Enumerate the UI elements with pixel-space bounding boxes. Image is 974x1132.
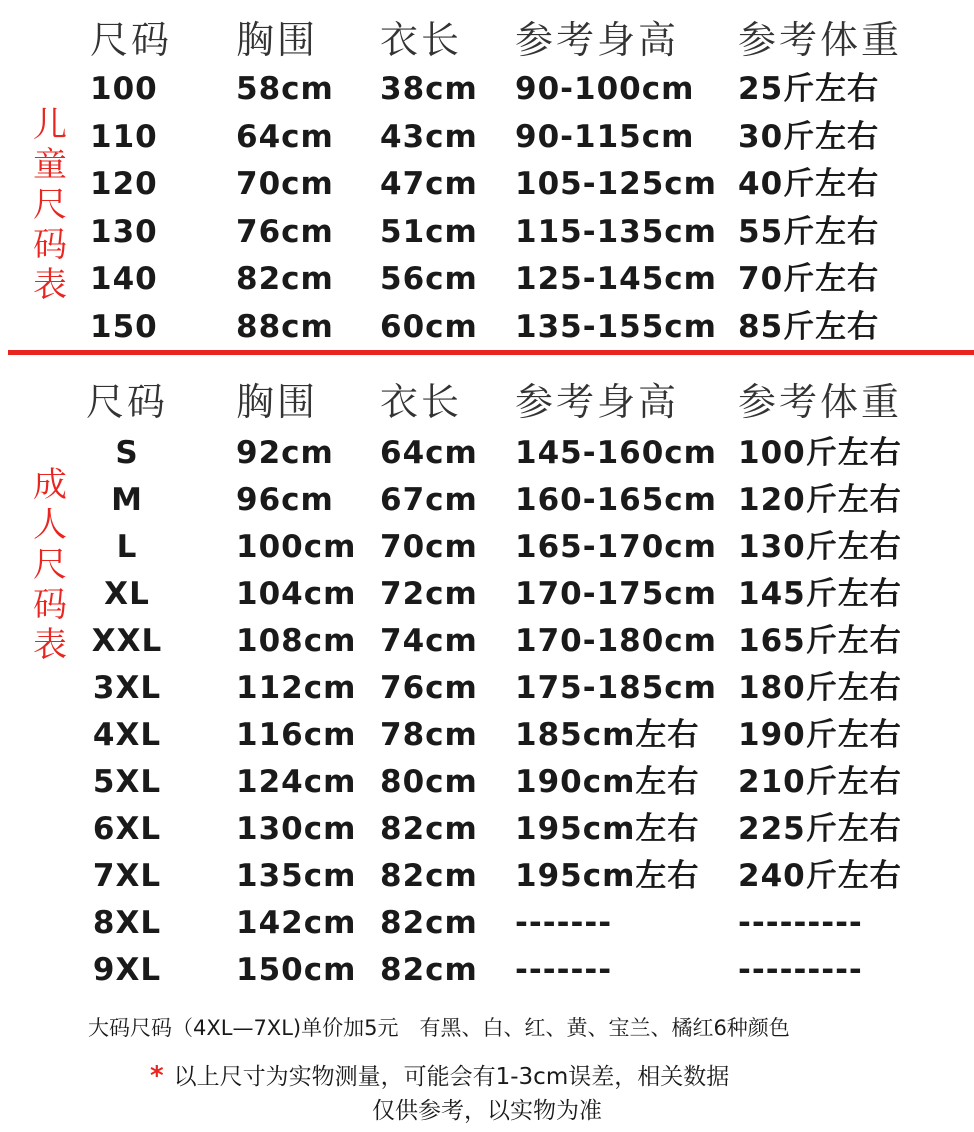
cell-length: 82cm (380, 811, 478, 847)
cell-chest: 112cm (236, 670, 357, 706)
cell-weight: 30斤左右 (738, 118, 880, 155)
cell-size: 140 (90, 261, 158, 297)
cell-size: 7XL (92, 858, 162, 894)
cell-height: 135-155cm (515, 308, 717, 345)
table-row (0, 947, 974, 993)
table-row (0, 430, 974, 476)
table-row (0, 66, 974, 112)
cell-weight: 225斤左右 (738, 811, 902, 847)
cell-weight: 55斤左右 (738, 213, 880, 250)
table-row (0, 571, 974, 617)
table-row (0, 618, 974, 664)
table-row (0, 161, 974, 207)
side-label-char: 人 (33, 505, 67, 545)
cell-weight: 参考体重 (738, 18, 903, 62)
cell-chest: 胸围 (236, 380, 319, 424)
cell-chest: 130cm (236, 811, 357, 847)
cell-length: 80cm (380, 764, 478, 800)
cell-height: 195cm左右 (515, 811, 700, 847)
cell-size: 尺码 (90, 18, 173, 62)
cell-size: 5XL (92, 764, 162, 800)
side-label-char: 儿 (33, 105, 67, 145)
cell-length: 衣长 (380, 18, 463, 62)
cell-weight: 参考体重 (738, 380, 903, 424)
table-row (0, 209, 974, 255)
cell-height: 190cm左右 (515, 764, 700, 800)
side-label-char: 码 (33, 585, 67, 625)
cell-size: 130 (90, 213, 158, 250)
cell-length: 82cm (380, 952, 478, 988)
cell-height: 165-170cm (515, 529, 717, 565)
cell-length: 70cm (380, 529, 478, 565)
cell-height: 170-175cm (515, 576, 717, 612)
side-label-char: 童 (33, 145, 67, 185)
cell-chest: 76cm (236, 213, 334, 250)
cell-length: 74cm (380, 623, 478, 659)
cell-length: 51cm (380, 213, 478, 250)
cell-chest: 142cm (236, 905, 357, 941)
side-label-char: 码 (33, 225, 67, 265)
cell-chest: 70cm (236, 166, 334, 202)
cell-weight: 120斤左右 (738, 482, 902, 518)
cell-length: 43cm (380, 118, 478, 155)
table-row (0, 256, 974, 302)
cell-height: 160-165cm (515, 482, 717, 518)
cell-size: S (115, 435, 139, 471)
cell-height: 115-135cm (515, 213, 717, 250)
color-note: 大码尺码（4XL—7XL)单价加5元 有黑、白、红、黄、宝兰、橘红6种颜色 (88, 1016, 790, 1040)
cell-size: 110 (90, 118, 158, 155)
cell-chest: 胸围 (236, 18, 319, 62)
cell-weight: 145斤左右 (738, 576, 902, 612)
cell-chest: 96cm (236, 482, 334, 518)
side-label-char: 表 (33, 625, 67, 665)
table-row (0, 900, 974, 946)
cell-weight: 130斤左右 (738, 529, 902, 565)
table-row (0, 665, 974, 711)
cell-chest: 64cm (236, 118, 334, 155)
cell-size: 100 (90, 71, 158, 107)
cell-weight: --------- (738, 905, 863, 941)
asterisk-icon: * (150, 1061, 164, 1091)
measurement-note-line1: 以上尺寸为实物测量，可能会有1-3cm误差，相关数据 (173, 1064, 730, 1090)
table-row (0, 304, 974, 350)
cell-weight: 210斤左右 (738, 764, 902, 800)
cell-size: XL (104, 576, 150, 612)
table-row (0, 114, 974, 160)
cell-weight: 70斤左右 (738, 261, 880, 297)
side-label-char: 成 (33, 465, 67, 505)
cell-height: 170-180cm (515, 623, 717, 659)
cell-height: 参考身高 (515, 18, 680, 62)
side-label-char: 表 (33, 265, 67, 305)
table-row (0, 477, 974, 523)
cell-weight: 165斤左右 (738, 623, 902, 659)
cell-length: 56cm (380, 261, 478, 297)
cell-size: 120 (90, 166, 158, 202)
cell-size: 150 (90, 308, 158, 345)
cell-chest: 116cm (236, 717, 357, 753)
cell-size: M (111, 482, 143, 518)
cell-chest: 124cm (236, 764, 357, 800)
cell-size: 8XL (92, 905, 162, 941)
cell-length: 82cm (380, 905, 478, 941)
cell-length: 82cm (380, 858, 478, 894)
cell-height: 105-125cm (515, 166, 717, 202)
cell-chest: 82cm (236, 261, 334, 297)
cell-length: 78cm (380, 717, 478, 753)
cell-height: 125-145cm (515, 261, 717, 297)
cell-length: 67cm (380, 482, 478, 518)
cell-height: 185cm左右 (515, 717, 700, 753)
cell-length: 64cm (380, 435, 478, 471)
cell-height: ------- (515, 905, 613, 941)
cell-length: 76cm (380, 670, 478, 706)
cell-length: 60cm (380, 308, 478, 345)
cell-chest: 92cm (236, 435, 334, 471)
side-label-char: 尺 (33, 185, 67, 225)
cell-chest: 150cm (236, 952, 357, 988)
cell-height: 90-100cm (515, 71, 695, 107)
table-row (0, 524, 974, 570)
cell-weight: 240斤左右 (738, 858, 902, 894)
adult-header-row (0, 374, 974, 424)
cell-length: 衣长 (380, 380, 463, 424)
cell-length: 47cm (380, 166, 478, 202)
cell-size: 3XL (92, 670, 162, 706)
table-row (0, 806, 974, 852)
cell-weight: 40斤左右 (738, 166, 880, 202)
table-row (0, 712, 974, 758)
cell-height: 145-160cm (515, 435, 717, 471)
measurement-note-line2: 仅供参考，以实物为准 (372, 1098, 602, 1124)
cell-size: L (116, 529, 138, 565)
cell-size: 尺码 (85, 380, 168, 424)
cell-height: 175-185cm (515, 670, 717, 706)
cell-chest: 108cm (236, 623, 357, 659)
cell-size: 4XL (92, 717, 162, 753)
cell-weight: 180斤左右 (738, 670, 902, 706)
cell-weight: 25斤左右 (738, 71, 880, 107)
cell-length: 72cm (380, 576, 478, 612)
cell-height: 参考身高 (515, 380, 680, 424)
cell-chest: 58cm (236, 71, 334, 107)
cell-length: 38cm (380, 71, 478, 107)
cell-size: XXL (91, 623, 163, 659)
cell-size: 9XL (92, 952, 162, 988)
measurement-note (150, 1058, 729, 1091)
cell-weight: 190斤左右 (738, 717, 902, 753)
cell-size: 6XL (92, 811, 162, 847)
table-row (0, 759, 974, 805)
table-row (0, 853, 974, 899)
cell-chest: 135cm (236, 858, 357, 894)
cell-height: ------- (515, 952, 613, 988)
kids-header-row (0, 12, 974, 62)
cell-height: 90-115cm (515, 118, 695, 155)
section-divider (8, 350, 974, 355)
side-label-char: 尺 (33, 545, 67, 585)
cell-chest: 104cm (236, 576, 357, 612)
cell-height: 195cm左右 (515, 858, 700, 894)
cell-chest: 88cm (236, 308, 334, 345)
cell-weight: 100斤左右 (738, 435, 902, 471)
cell-weight: --------- (738, 952, 863, 988)
cell-weight: 85斤左右 (738, 308, 880, 345)
cell-chest: 100cm (236, 529, 357, 565)
